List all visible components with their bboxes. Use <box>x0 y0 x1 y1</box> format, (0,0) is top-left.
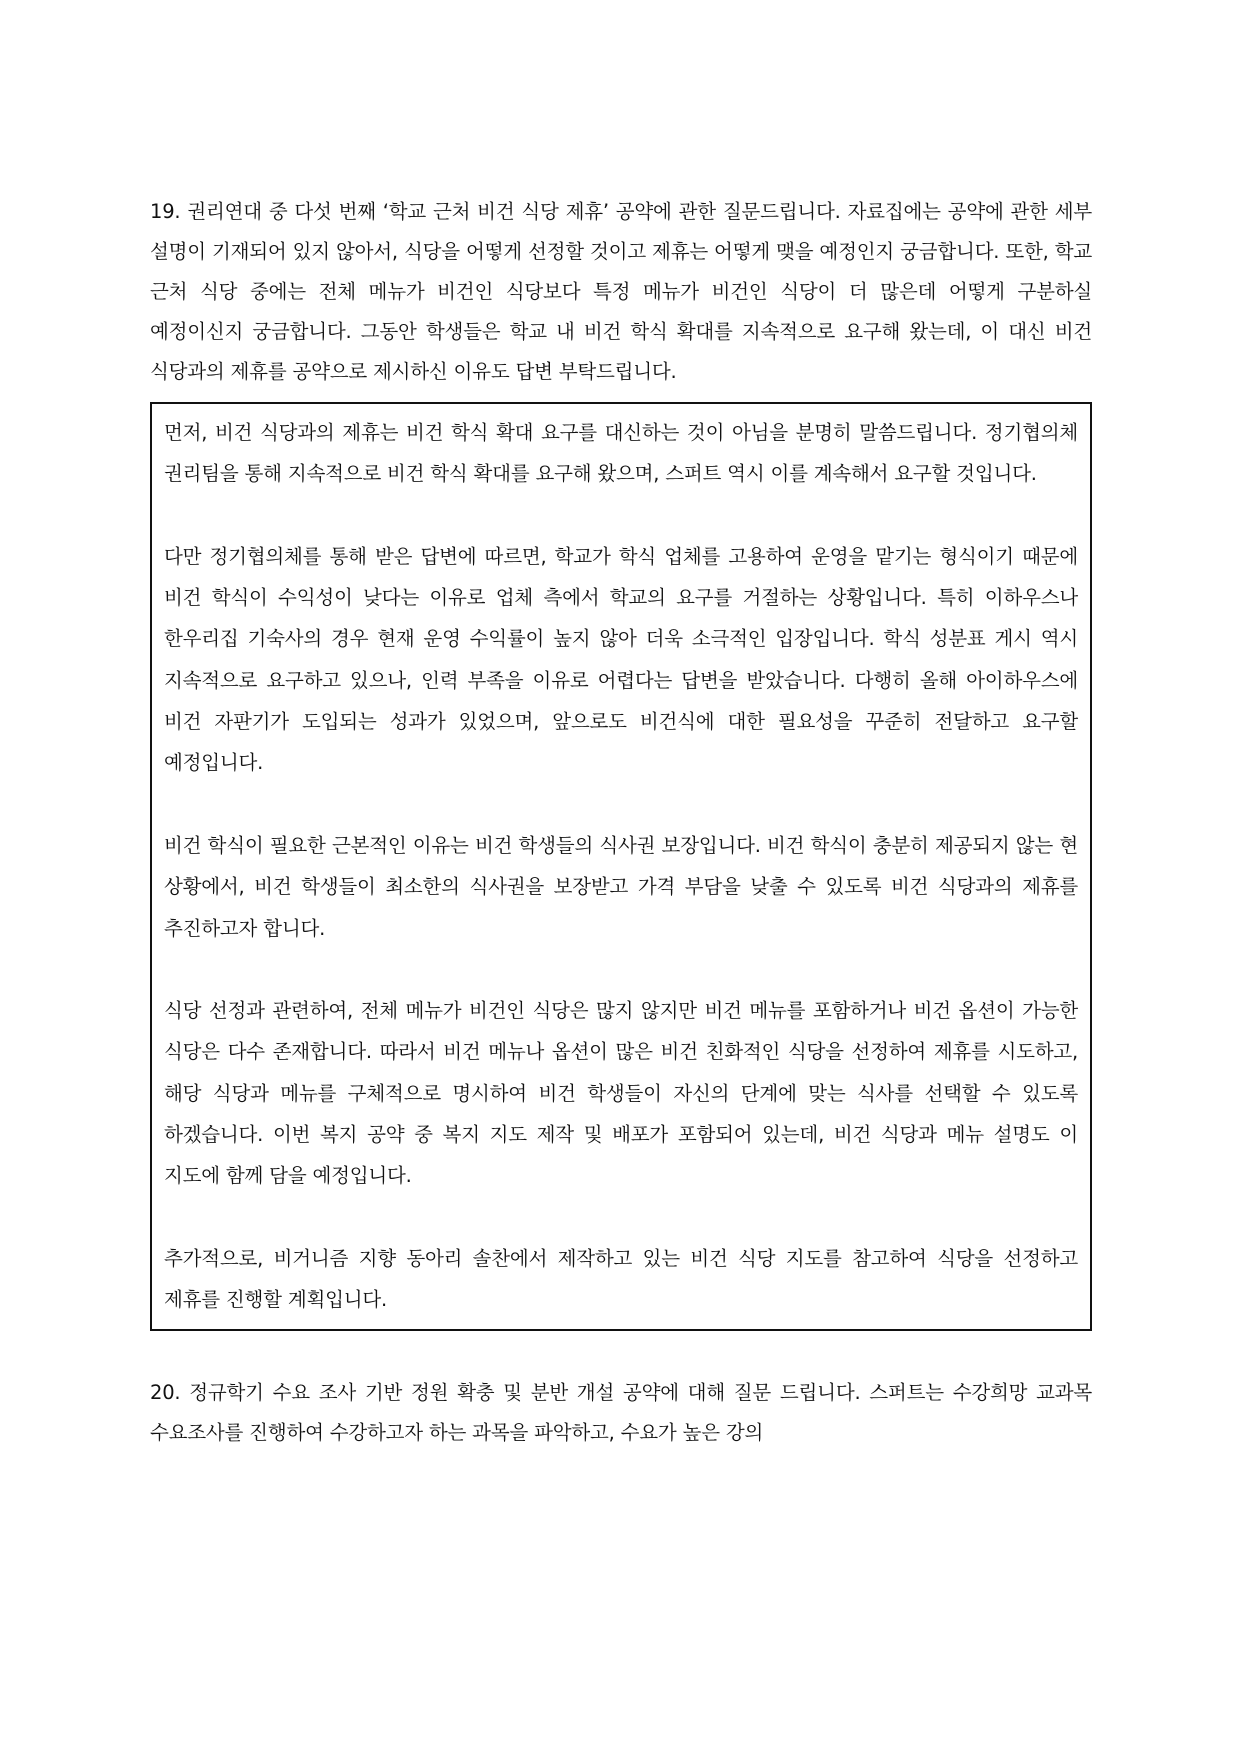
paragraph-gap <box>164 784 1078 825</box>
answer-19-paragraph-1: 먼저, 비건 식당과의 제휴는 비건 학식 확대 요구를 대신하는 것이 아님을 분명히 말씀드립니다. 정기협의체 권리팀을 통해 지속적으로 비건 학식 확대를 요구해 왔으며, 스퍼트 역시 이를 계속해서 요구할 것입니다. <box>164 421 1078 486</box>
answer-19-paragraph-4: 식당 선정과 관련하여, 전체 메뉴가 비건인 식당은 많지 않지만 비건 메뉴를 포함하거나 비건 옵션이 가능한 식당은 다수 존재합니다. 따라서 비건 메뉴나 옵션이 많은 비건 친화적인 식당을 선정하여 제휴를 시도하고, 해당 식당과 메뉴를 구체적으로 명시하여 비건 학생들이 자신의 단계에 맞는 식사를 선택할 수 있도록 하겠습니다. 이번 복지 공약 중 복지 지도 제작 및 배포가 포함되어 있는데, 비건 식당과 메뉴 설명도 이 지도에 함께 담을 예정입니다. <box>164 999 1078 1188</box>
answer-19-paragraph-5: 추가적으로, 비거니즘 지향 동아리 솔찬에서 제작하고 있는 비건 식당 지도를 참고하여 식당을 선정하고 제휴를 진행할 계획입니다. <box>164 1246 1078 1312</box>
question-19: 19. 권리연대 중 다섯 번째 ‘학교 근처 비건 식당 제휴’ 공약에 관한 질문드립니다. 자료집에는 공약에 관한 세부 설명이 기재되어 있지 않아서, 식당을 어떻게 선정할 것이고 제휴는 어떻게 맺을 예정인지 궁금합니다. 또한, 학교 근처 식당 중에는 전체 메뉴가 비건인 식당보다 특정 메뉴가 비건인 식당이 더 많은데 어떻게 구분하실 예정이신지 궁금합니다. 그동안 학생들은 학교 내 비건 학식 확대를 지속적으로 요구해 왔는데, 이 대신 비건 식당과의 제휴를 공약으로 제시하신 이유도 답변 부탁드립니다. <box>150 200 1092 383</box>
answer-19-paragraph-2: 다만 정기협의체를 통해 받은 답변에 따르면, 학교가 학식 업체를 고용하여 운영을 맡기는 형식이기 때문에 비건 학식이 수익성이 낮다는 이유로 업체 측에서 학교의 요구를 거절하는 상황입니다. 특히 이하우스나 한우리집 기숙사의 경우 현재 운영 수익률이 높지 않아 더욱 소극적인 입장입니다. 학식 성분표 게시 역시 지속적으로 요구하고 있으나, 인력 부족을 이유로 어렵다는 답변을 받았습니다. 다행히 올해 아이하우스에 비건 자판기가 도입되는 성과가 있었으며, 앞으로도 비건식에 대한 필요성을 꾸준히 전달하고 요구할 예정입니다. <box>164 544 1078 775</box>
paragraph-gap <box>164 1197 1078 1238</box>
answer-19-box <box>150 402 1092 1331</box>
answer-19-paragraph-3: 비건 학식이 필요한 근본적인 이유는 비건 학생들의 식사권 보장입니다. 비건 학식이 충분히 제공되지 않는 현 상황에서, 비건 학생들이 최소한의 식사권을 보장받고 가격 부담을 낮출 수 있도록 비건 식당과의 제휴를 추진하고자 합니다. <box>164 833 1078 940</box>
document-page <box>150 192 1092 1453</box>
question-20: 20. 정규학기 수요 조사 기반 정원 확충 및 분반 개설 공약에 대해 질문 드립니다. 스퍼트는 수강희망 교과목 수요조사를 진행하여 수강하고자 하는 과목을 파악하고, 수요가 높은 강의 <box>150 1380 1092 1444</box>
paragraph-gap <box>164 949 1078 990</box>
paragraph-gap <box>164 495 1078 536</box>
